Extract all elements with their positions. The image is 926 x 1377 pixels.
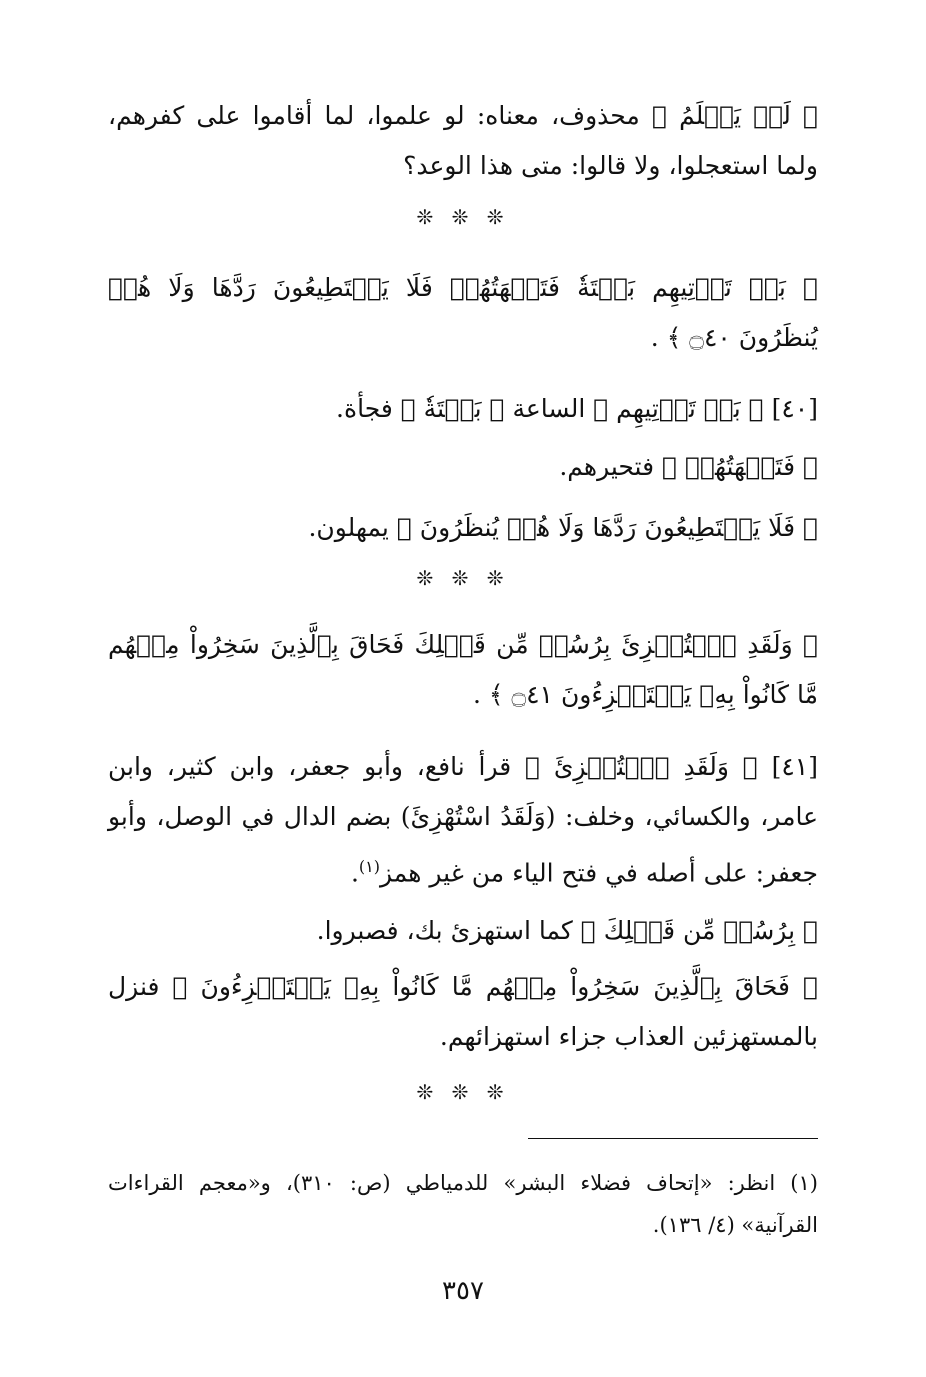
commentary-41-a (108, 742, 818, 898)
verse-40: ﴿ بَلۡ تَأۡتِيهِم بَغۡتَةٗ فَتَبۡهَتُهُمۡ فَلَا يَسۡتَطِيعُونَ رَدَّهَا وَلَا هُمۡ يُنظَرُونَ ۝٤٠ ﴾ . (108, 273, 818, 352)
page-number: ٣٥٧ (442, 1276, 484, 1306)
commentary-41-a-end: . (350, 858, 359, 888)
footnote-rule (528, 1138, 818, 1139)
commentary-41-c: ﴿ فَحَاقَ بِٱلَّذِينَ سَخِرُواْ مِنۡهُم مَّا كَانُواْ بِهِۦ يَسۡتَهۡزِءُونَ ﴾ فنزل بالمستهزئين العذاب جزاء استهزائهم. (108, 972, 818, 1051)
commentary-41-a-text: [٤١] ﴿ وَلَقَدِ ٱسۡتُهۡزِئَ ﴾ قرأ نافع، وأبو جعفر، وابن كثير، وابن عامر، والكسائي، وخلف: (وَلَقَدُ اسْتُهْزِئَ) بضم الدال في الوصل، وأبو جعفر: على أصله في فتح الياء من غير همز (108, 752, 818, 888)
section-separator: ❊ ❊ ❊ (416, 205, 510, 229)
commentary-40-c: ﴿ فَلَا يَسۡتَطِيعُونَ رَدَّهَا وَلَا هُمۡ يُنظَرُونَ ﴾ يمهلون. (308, 513, 818, 542)
footnote: (١) انظر: «إتحاف فضلاء البشر» للدمياطي (ص: ٣١٠)، و«معجم القراءات القرآنية» (٤/ ١٣٦). (108, 1171, 818, 1237)
footnote-marker: (١) (358, 857, 380, 876)
commentary-40-a: [٤٠] ﴿ بَلۡ تَأۡتِيهِم ﴾ الساعة ﴿ بَغۡتَةٗ ﴾ فجأة. (336, 394, 818, 423)
commentary-41-b: ﴿ بِرُسُلٖ مِّن قَبۡلِكَ ﴾ كما استهزئ بك، فصبروا. (316, 916, 818, 945)
commentary-40-b: ﴿ فَتَبۡهَتُهُمۡ ﴾ فتحيرهم. (559, 452, 818, 481)
section-separator: ❊ ❊ ❊ (416, 566, 510, 590)
paragraph-commentary-intro: ﴿ لَوۡ يَعۡلَمُ ﴾ محذوف، معناه: لو علموا، لما أقاموا على كفرهم، ولما استعجلوا، ولا قالوا: متى هذا الوعد؟ (108, 101, 818, 180)
section-separator: ❊ ❊ ❊ (416, 1080, 510, 1104)
verse-41: ﴿ وَلَقَدِ ٱسۡتُهۡزِئَ بِرُسُلٖ مِّن قَبۡلِكَ فَحَاقَ بِٱلَّذِينَ سَخِرُواْ مِنۡهُم مَّا كَانُواْ بِهِۦ يَسۡتَهۡزِءُونَ ۝٤١ ﴾ . (108, 630, 818, 709)
